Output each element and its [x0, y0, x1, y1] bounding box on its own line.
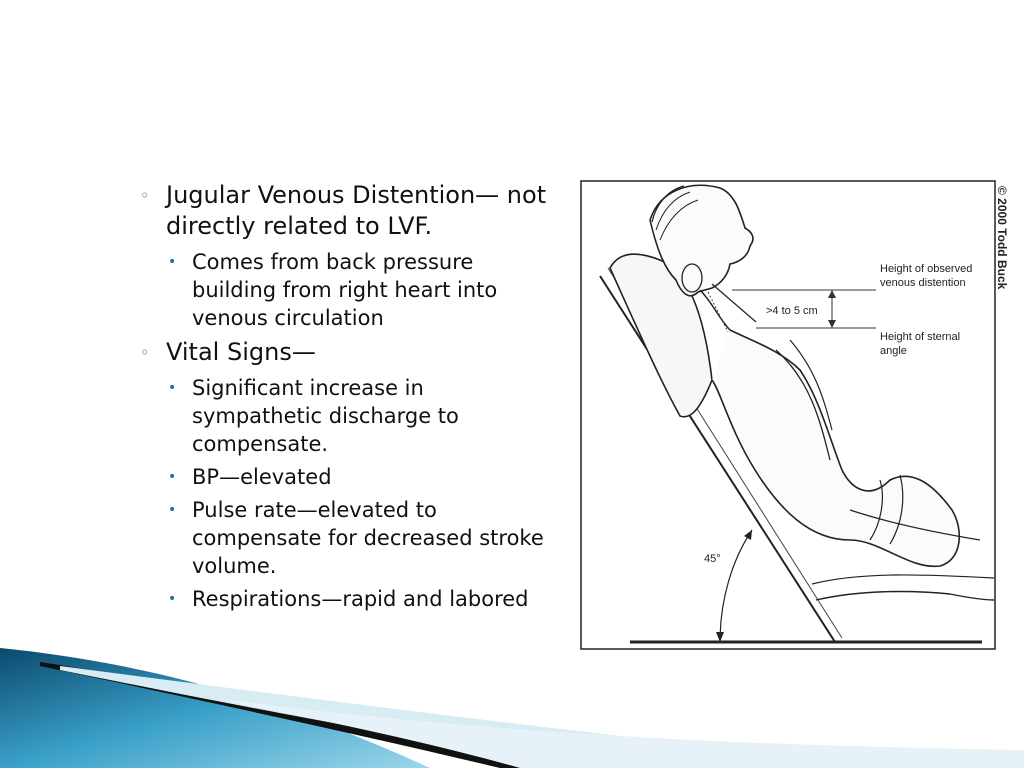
dot-bullet-icon: • [168, 254, 177, 270]
dot-bullet-icon: • [168, 502, 177, 518]
label-sternal-2: angle [880, 345, 907, 357]
label-angle: 45° [704, 553, 721, 565]
sub-bullet-pulse: • Pulse rate—elevated to compensate for decreased stroke volume. [168, 498, 544, 578]
sub-bullet-back-pressure: • Comes from back pressure building from right heart into venous circulation [168, 250, 498, 330]
decorative-wave [0, 640, 1024, 768]
circle-bullet-icon: ◦ [140, 343, 150, 362]
dot-bullet-icon: • [168, 591, 177, 607]
jvd-illustration [580, 180, 1009, 650]
dot-bullet-icon: • [168, 380, 177, 396]
copyright-text: © 2000 Todd Buck [995, 186, 1009, 290]
sub-bullet-respirations: • Respirations—rapid and labored [168, 587, 529, 611]
jvd-diagram [580, 180, 1009, 650]
sub-bullet-sympathetic: • Significant increase in sympathetic discharge to compensate. [168, 376, 459, 456]
label-sternal-1: Height of sternal [880, 331, 961, 343]
circle-bullet-icon: ◦ [140, 186, 150, 205]
dot-bullet-icon: • [168, 469, 177, 485]
label-observed-1: Height of observed [880, 263, 973, 275]
sub-bullet-bp: • BP—elevated [168, 465, 332, 489]
label-observed-2: venous distention [880, 277, 966, 289]
bullet-jvd: ◦ Jugular Venous Distention— not directly related to LVF. [140, 181, 547, 240]
label-measure: >4 to 5 cm [766, 305, 818, 317]
bullet-list [138, 180, 558, 618]
bullet-vital-signs: ◦ Vital Signs— [140, 338, 316, 366]
